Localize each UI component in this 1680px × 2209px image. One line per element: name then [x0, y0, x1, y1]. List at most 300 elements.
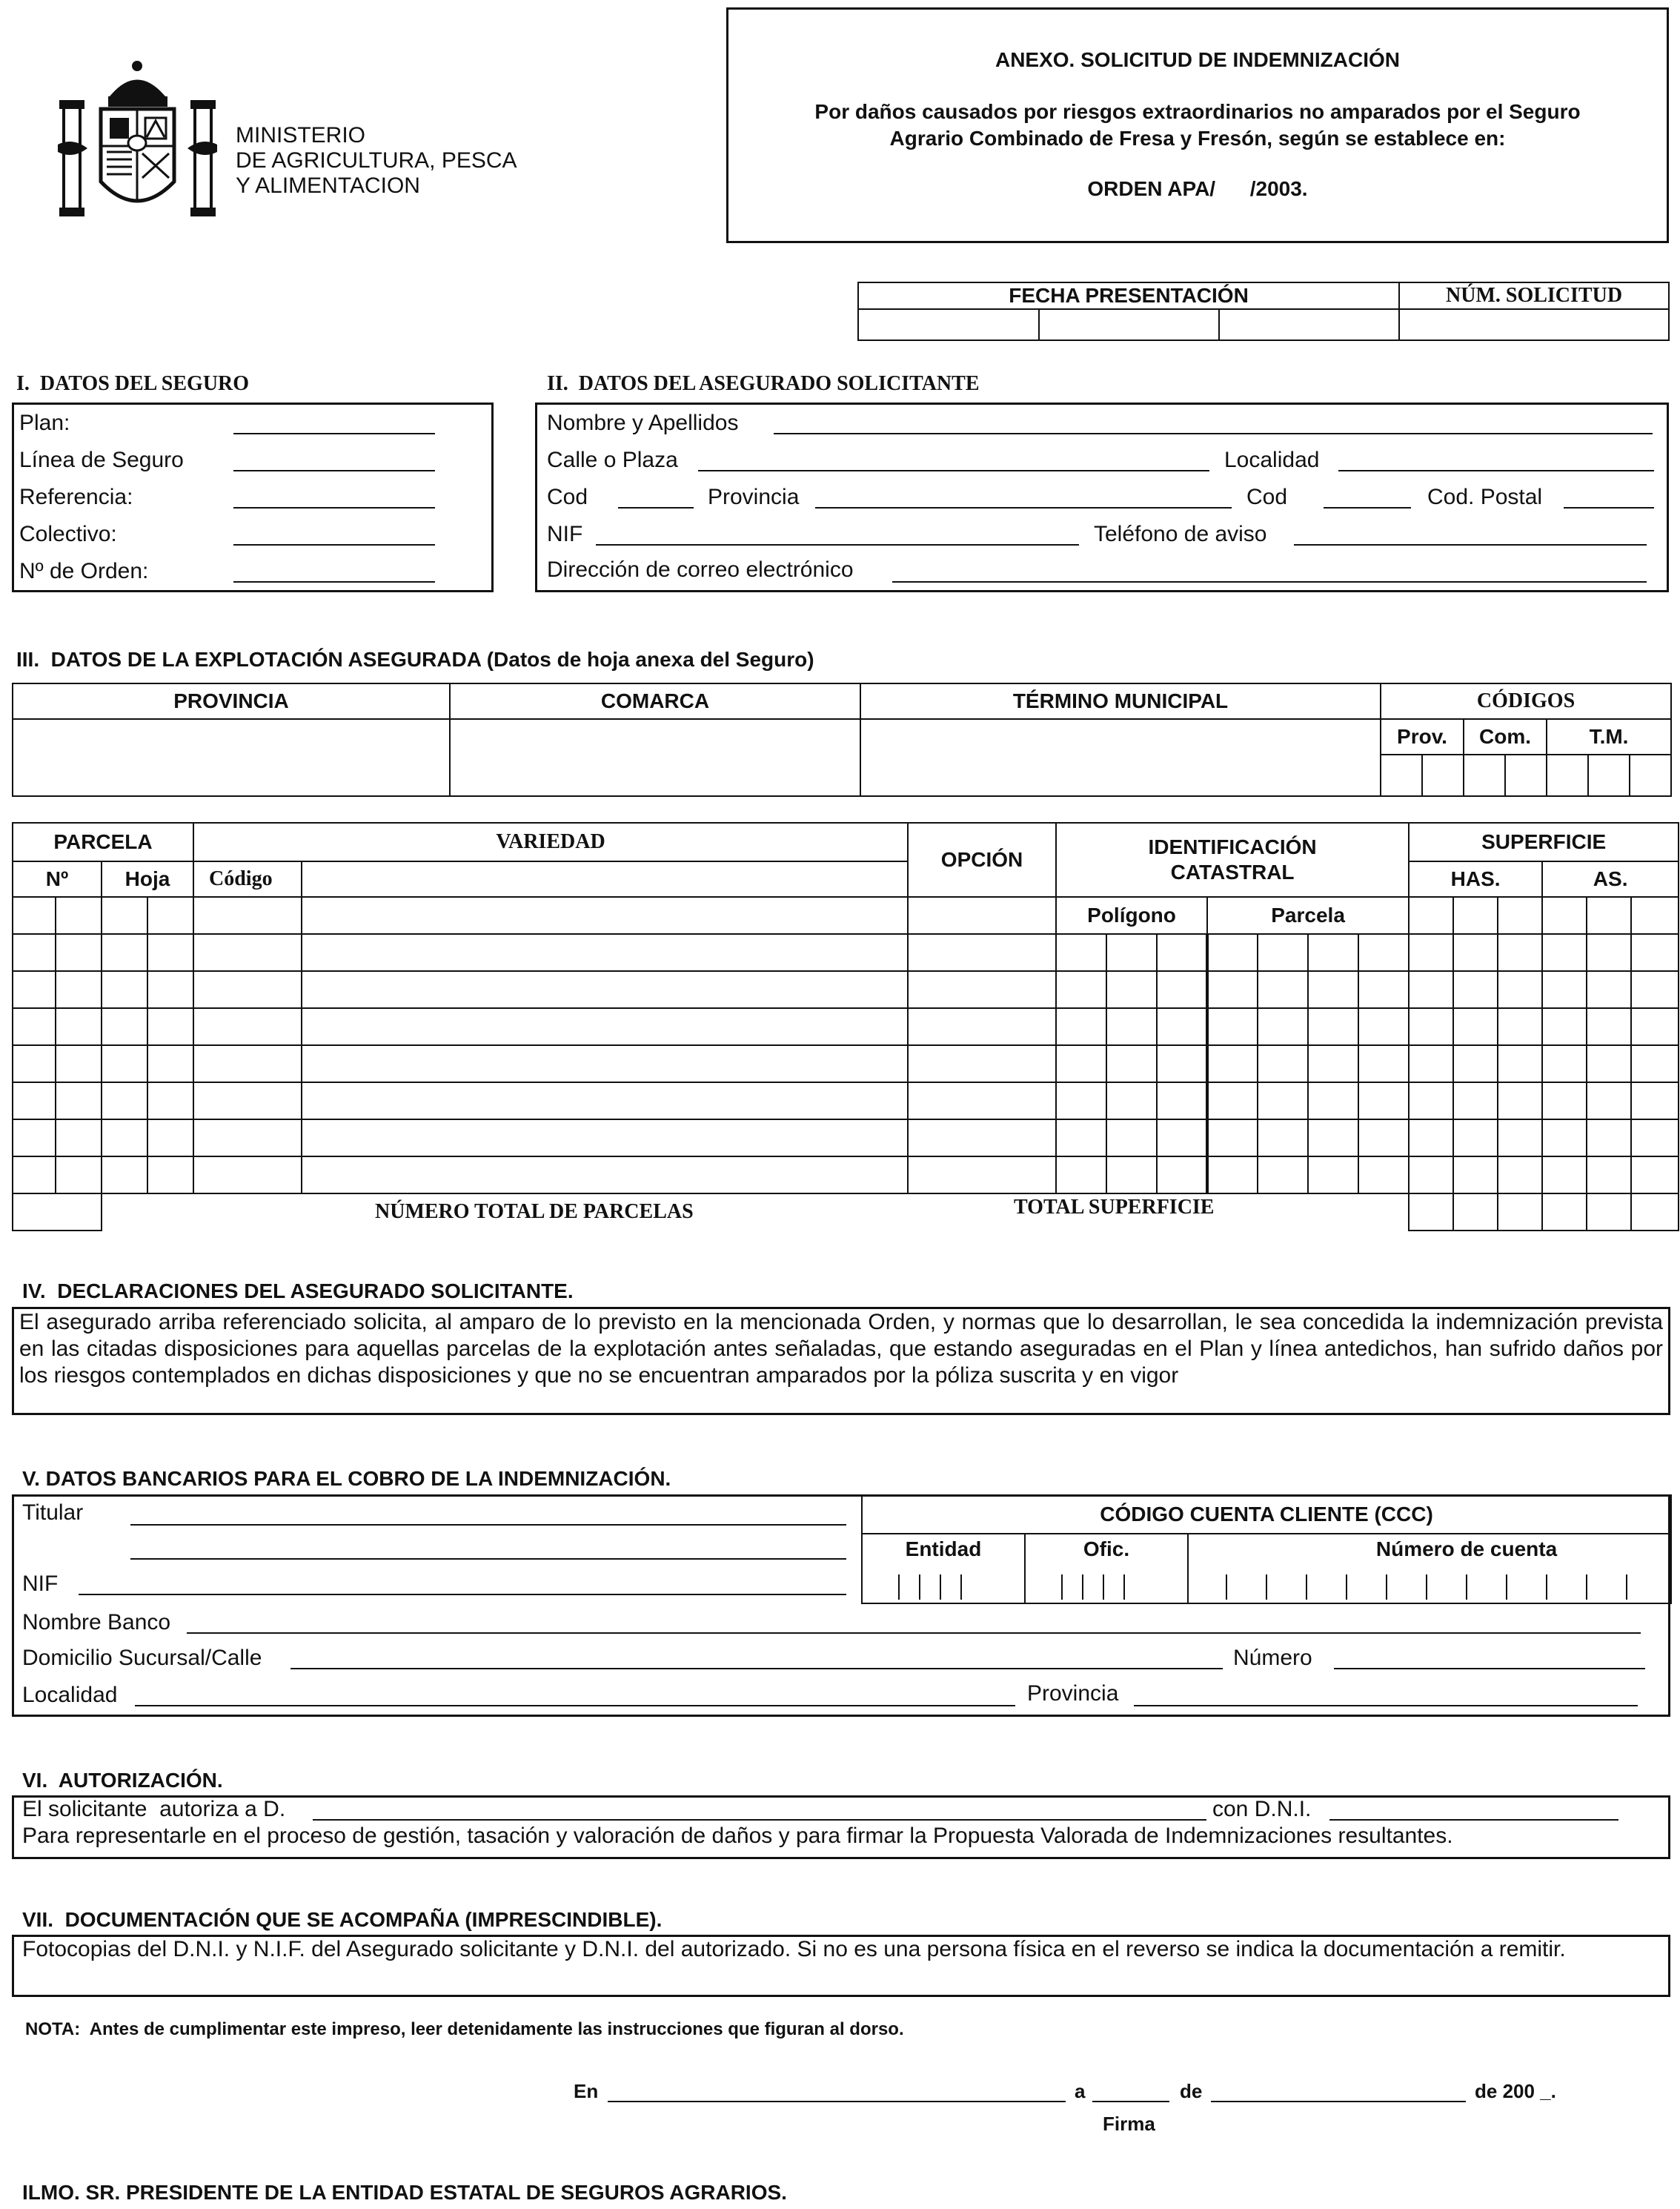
section-7-text: Fotocopias del D.N.I. y N.I.F. del Asegurado solicitante y D.N.I. del autorizado. Si no es una persona física en el reverso se indica la documentación a remitir.: [22, 1937, 1566, 1961]
hoja-header: Hoja: [102, 861, 193, 897]
parcel-cell[interactable]: [908, 1082, 1056, 1119]
num-solicitud-label: NÚM. SOLICITUD: [1399, 282, 1669, 309]
code-digit-cell[interactable]: [1588, 755, 1630, 796]
parcel-cell[interactable]: [102, 1119, 147, 1156]
parcel-cell[interactable]: [302, 1119, 908, 1156]
provincia-header: PROVINCIA: [13, 683, 450, 719]
parcel-cell[interactable]: [1308, 934, 1358, 971]
parcel-cell[interactable]: [1587, 1119, 1631, 1156]
linea-seguro-field[interactable]: [233, 470, 435, 471]
parcel-cell[interactable]: [1106, 971, 1157, 1008]
parcel-cell[interactable]: [102, 1156, 147, 1193]
code-digit-cell[interactable]: [1505, 755, 1547, 796]
parcel-cell[interactable]: [1542, 971, 1587, 1008]
parcel-cell[interactable]: [1157, 1008, 1207, 1045]
bank-provincia-field[interactable]: [1134, 1705, 1638, 1706]
parcel-cell[interactable]: [13, 1008, 56, 1045]
colectivo-field[interactable]: [233, 544, 435, 546]
ccc-digit-divider: [1226, 1574, 1227, 1600]
parcel-cell[interactable]: [1631, 934, 1679, 971]
linea-seguro-label: Línea de Seguro: [19, 448, 184, 472]
parcel-cell[interactable]: [193, 1045, 302, 1082]
parcel-cell[interactable]: [193, 1082, 302, 1119]
colectivo-label: Colectivo:: [19, 522, 117, 546]
parcel-cell[interactable]: [908, 934, 1056, 971]
parcel-cell[interactable]: [1498, 1045, 1542, 1082]
ccc-digit-divider: [1346, 1574, 1347, 1600]
parcel-cell[interactable]: [1453, 971, 1498, 1008]
parcel-cell[interactable]: [1258, 1082, 1308, 1119]
parcel-cell[interactable]: [908, 1008, 1056, 1045]
parcel-cell[interactable]: [1106, 1045, 1157, 1082]
parcel-cell[interactable]: [1498, 1119, 1542, 1156]
parcel-cell[interactable]: [1631, 1156, 1679, 1193]
total-superficie-label: TOTAL SUPERFICIE: [1014, 1196, 1215, 1219]
ccc-digit-divider: [1586, 1574, 1587, 1600]
parcel-cell[interactable]: [147, 1156, 193, 1193]
parcel-cell[interactable]: [1587, 1045, 1631, 1082]
provincia-label: Provincia: [708, 485, 800, 509]
parcel-cell[interactable]: [1631, 1082, 1679, 1119]
parcel-cell[interactable]: [1587, 1156, 1631, 1193]
titular-field-2[interactable]: [130, 1558, 846, 1560]
parcel-cell[interactable]: [1157, 1119, 1207, 1156]
ccc-digit-divider: [1123, 1574, 1125, 1600]
parcel-cell[interactable]: [1056, 971, 1106, 1008]
bank-numero-label: Número: [1233, 1646, 1312, 1670]
parcel-cell[interactable]: [908, 1156, 1056, 1193]
prov-code-header: Prov.: [1381, 719, 1464, 755]
domicilio-sucursal-field[interactable]: [290, 1668, 1223, 1669]
ccc-digit-divider: [1386, 1574, 1387, 1600]
parcel-cell[interactable]: [1207, 1045, 1258, 1082]
parcel-cell[interactable]: [1258, 971, 1308, 1008]
sign-month-field[interactable]: [1211, 2101, 1466, 2102]
cod-postal-label: Cod. Postal: [1427, 485, 1543, 509]
superficie-header: SUPERFICIE: [1409, 823, 1679, 861]
code-digit-cell[interactable]: [1381, 755, 1422, 796]
parcel-cell[interactable]: [1453, 934, 1498, 971]
parcel-cell[interactable]: [1308, 1119, 1358, 1156]
autoriza-label: El solicitante autoriza a D.: [22, 1797, 286, 1821]
variedad-header: VARIEDAD: [193, 823, 908, 861]
addressee-text: ILMO. SR. PRESIDENTE DE LA ENTIDAD ESTATAL DE SEGUROS AGRARIOS.: [22, 2181, 787, 2204]
code-digit-cell[interactable]: [1630, 755, 1671, 796]
numero-cuenta-label: Número de cuenta: [1375, 1537, 1558, 1560]
ministry-line-1: MINISTERIO: [236, 123, 366, 148]
sign-de-2-label: de 200 _.: [1475, 2080, 1556, 2102]
cod-2-field[interactable]: [1324, 507, 1411, 509]
referencia-field[interactable]: [233, 507, 435, 509]
opcion-header: OPCIÓN: [908, 823, 1056, 897]
parcel-cell[interactable]: [1258, 1119, 1308, 1156]
parcel-cell[interactable]: [1358, 1156, 1409, 1193]
variedad-name-header: [302, 861, 908, 897]
parcel-row: [13, 1045, 1679, 1082]
parcel-cell[interactable]: [1207, 1082, 1258, 1119]
parcel-cell[interactable]: [1358, 971, 1409, 1008]
parcel-cell[interactable]: [1409, 971, 1453, 1008]
parcel-cell[interactable]: [1106, 934, 1157, 971]
parcel-cell[interactable]: [56, 934, 102, 971]
parcel-cell[interactable]: [1308, 1156, 1358, 1193]
parcel-cell[interactable]: [56, 1156, 102, 1193]
parcel-row: [13, 971, 1679, 1008]
parcel-cell[interactable]: [13, 1082, 56, 1119]
section-4-title: IV. DECLARACIONES DEL ASEGURADO SOLICITANTE.: [22, 1279, 574, 1302]
parcela-catastral-header: Parcela: [1207, 897, 1409, 934]
parcel-cell[interactable]: [1409, 1045, 1453, 1082]
parcel-cell[interactable]: [56, 1045, 102, 1082]
parcel-cell[interactable]: [908, 1045, 1056, 1082]
parcel-cell[interactable]: [1409, 1119, 1453, 1156]
localidad-label: Localidad: [1224, 448, 1320, 472]
parcel-cell[interactable]: [1631, 1045, 1679, 1082]
cod-postal-field[interactable]: [1564, 507, 1654, 509]
parcel-cell[interactable]: [1207, 934, 1258, 971]
nif-label: NIF: [547, 522, 583, 546]
parcel-cell[interactable]: [1587, 1082, 1631, 1119]
ccc-digit-divider: [940, 1574, 941, 1600]
bank-localidad-field[interactable]: [135, 1705, 1015, 1706]
parcel-cell[interactable]: [13, 1119, 56, 1156]
autorizado-nombre-field[interactable]: [313, 1819, 1206, 1821]
parcel-cell[interactable]: [193, 934, 302, 971]
section-3-title: III. DATOS DE LA EXPLOTACIÓN ASEGURADA (Datos de hoja anexa del Seguro): [16, 648, 814, 671]
parcel-cell[interactable]: [1409, 1082, 1453, 1119]
termino-municipal-header: TÉRMINO MUNICIPAL: [860, 683, 1381, 719]
has-header: HAS.: [1409, 861, 1542, 897]
parcel-table: [12, 822, 1679, 1231]
parcel-cell[interactable]: [147, 971, 193, 1008]
parcel-cell[interactable]: [1106, 1008, 1157, 1045]
titular-label: Titular: [22, 1500, 84, 1525]
parcel-cell[interactable]: [147, 1045, 193, 1082]
section-4-text: El asegurado arriba referenciado solicita, al amparo de lo previsto en la mencionada Orden, y normas que lo desarrollan, le sea concedida la indemnización prevista en las citadas disposiciones para aquellas parcelas de la explotación antes señaladas, que estando aseguradas en el Plan y línea antedichos, han sufrido daños por los riesgos contemplados en dichas disposiciones y que no se encuentran amparados por la póliza suscrita y en vigor: [19, 1310, 1663, 1388]
parcel-cell[interactable]: [1542, 934, 1587, 971]
parcel-cell[interactable]: [1409, 1156, 1453, 1193]
code-digit-cell[interactable]: [1547, 755, 1588, 796]
email-label: Dirección de correo electrónico: [547, 557, 854, 582]
sign-en-label: En: [574, 2080, 599, 2102]
parcel-cell[interactable]: [147, 1008, 193, 1045]
nombre-banco-label: Nombre Banco: [22, 1610, 171, 1635]
parcel-cell[interactable]: [147, 1119, 193, 1156]
total-superficie-cell[interactable]: [1498, 1193, 1542, 1231]
parcel-cell[interactable]: [1207, 1156, 1258, 1193]
parcela-no-header: Nº: [13, 861, 102, 897]
parcel-cell[interactable]: [1358, 934, 1409, 971]
annex-title: ANEXO. SOLICITUD DE INDEMNIZACIÓN: [995, 48, 1400, 71]
firma-label: Firma: [1103, 2113, 1155, 2135]
bank-nif-field[interactable]: [79, 1594, 846, 1595]
parcel-cell[interactable]: [56, 1119, 102, 1156]
coat-of-arms-logo: [58, 56, 217, 222]
section-1-title: I. DATOS DEL SEGURO: [16, 372, 250, 395]
parcel-cell[interactable]: [102, 1045, 147, 1082]
parcel-cell[interactable]: [302, 934, 908, 971]
parcel-cell[interactable]: [1358, 1119, 1409, 1156]
parcel-cell[interactable]: [1542, 1008, 1587, 1045]
parcel-cell[interactable]: [13, 1045, 56, 1082]
parcel-cell[interactable]: [302, 1156, 908, 1193]
num-solicitud-cell[interactable]: [1399, 309, 1669, 340]
total-superficie-cell[interactable]: [1409, 1193, 1453, 1231]
parcel-cell[interactable]: [56, 1008, 102, 1045]
provincia-cell[interactable]: [13, 719, 450, 796]
parcel-cell[interactable]: [1498, 1082, 1542, 1119]
as-header: AS.: [1542, 861, 1679, 897]
sign-a-label: a: [1075, 2080, 1086, 2102]
cod-2-label: Cod: [1246, 485, 1288, 509]
parcel-cell[interactable]: [193, 1008, 302, 1045]
parcel-cell[interactable]: [1106, 1119, 1157, 1156]
sign-de-1-label: de: [1180, 2080, 1203, 2102]
parcel-cell[interactable]: [908, 971, 1056, 1008]
parcel-cell[interactable]: [1498, 1008, 1542, 1045]
referencia-label: Referencia:: [19, 485, 133, 509]
parcel-cell[interactable]: [1542, 1045, 1587, 1082]
parcel-cell[interactable]: [1056, 1082, 1106, 1119]
parcel-cell[interactable]: [1453, 1008, 1498, 1045]
parcel-cell[interactable]: [56, 971, 102, 1008]
parcel-cell[interactable]: [102, 1008, 147, 1045]
parcel-cell[interactable]: [1453, 1045, 1498, 1082]
parcel-cell[interactable]: [147, 1082, 193, 1119]
total-parcelas-label: NÚMERO TOTAL DE PARCELAS: [375, 1200, 694, 1223]
con-dni-label: con D.N.I.: [1212, 1797, 1312, 1821]
parcel-cell[interactable]: [1258, 1156, 1308, 1193]
tm-code-header: T.M.: [1547, 719, 1671, 755]
parcel-cell[interactable]: [302, 1082, 908, 1119]
ccc-digit-divider: [1626, 1574, 1627, 1600]
parcel-cell[interactable]: [1358, 1082, 1409, 1119]
bank-localidad-label: Localidad: [22, 1683, 118, 1707]
telefono-aviso-field[interactable]: [1294, 544, 1647, 546]
parcel-cell[interactable]: [908, 1119, 1056, 1156]
section-7-title: VII. DOCUMENTACIÓN QUE SE ACOMPAÑA (IMPRESCINDIBLE).: [22, 1908, 663, 1931]
parcela-header: PARCELA: [13, 823, 193, 861]
fecha-year-cell[interactable]: [1219, 309, 1399, 340]
codigo-header: Código: [193, 861, 302, 897]
nif-field[interactable]: [596, 544, 1079, 546]
total-superficie-cell[interactable]: [1631, 1193, 1679, 1231]
identificacion-label: IDENTIFICACIÓN: [1148, 835, 1317, 858]
numero-orden-label: Nº de Orden:: [19, 559, 149, 583]
parcel-cell[interactable]: [13, 971, 56, 1008]
annex-description-1: Por daños causados por riesgos extraordinarios no amparados por el Seguro: [814, 100, 1581, 123]
numero-cuenta-cell[interactable]: [1188, 1534, 1671, 1603]
section-5-title: V. DATOS BANCARIOS PARA EL COBRO DE LA INDEMNIZACIÓN.: [22, 1467, 671, 1490]
total-superficie-cell[interactable]: [1453, 1193, 1498, 1231]
totals-row: [102, 1193, 1409, 1231]
provincia-field[interactable]: [815, 507, 1232, 509]
parcel-cell[interactable]: [302, 1045, 908, 1082]
codigos-header: CÓDIGOS: [1381, 683, 1671, 719]
nombre-apellidos-field[interactable]: [774, 433, 1653, 434]
email-field[interactable]: [892, 581, 1647, 583]
ccc-header: CÓDIGO CUENTA CLIENTE (CCC): [862, 1495, 1671, 1534]
identificacion-catastral-header: [1056, 823, 1409, 897]
total-superficie-cell[interactable]: [1542, 1193, 1587, 1231]
fecha-month-cell[interactable]: [1039, 309, 1219, 340]
parcel-cell[interactable]: [13, 934, 56, 971]
parcel-cell[interactable]: [1358, 1045, 1409, 1082]
parcel-cell[interactable]: [1056, 1045, 1106, 1082]
ccc-digit-divider: [1466, 1574, 1467, 1600]
parcel-cell[interactable]: [1587, 1008, 1631, 1045]
ccc-digit-divider: [898, 1574, 900, 1600]
numero-orden-field[interactable]: [233, 581, 435, 583]
sign-place-field[interactable]: [608, 2101, 1066, 2102]
code-digit-cell[interactable]: [1464, 755, 1505, 796]
request-info-table: [857, 282, 1670, 341]
termino-municipal-cell[interactable]: [860, 719, 1381, 796]
nombre-banco-field[interactable]: [187, 1632, 1641, 1634]
parcel-cell[interactable]: [1056, 1008, 1106, 1045]
parcel-cell[interactable]: [56, 1082, 102, 1119]
cod-1-field[interactable]: [618, 507, 694, 509]
ccc-digit-divider: [1082, 1574, 1083, 1600]
parcel-cell[interactable]: [1631, 971, 1679, 1008]
parcel-cell[interactable]: [1258, 1045, 1308, 1082]
parcel-cell[interactable]: [1157, 971, 1207, 1008]
nota-text: NOTA: Antes de cumplimentar este impreso, leer detenidamente las instrucciones que figuran al dorso.: [25, 2019, 904, 2039]
ccc-digit-divider: [1506, 1574, 1507, 1600]
parcel-cell[interactable]: [193, 1156, 302, 1193]
comarca-header: COMARCA: [450, 683, 860, 719]
parcel-cell[interactable]: [1106, 1082, 1157, 1119]
parcel-cell[interactable]: [1498, 1156, 1542, 1193]
parcel-cell[interactable]: [193, 1119, 302, 1156]
parcel-cell[interactable]: [102, 934, 147, 971]
parcel-cell[interactable]: [1453, 1119, 1498, 1156]
bank-provincia-label: Provincia: [1027, 1681, 1119, 1706]
parcel-cell[interactable]: [1542, 1082, 1587, 1119]
sign-day-field[interactable]: [1092, 2101, 1169, 2102]
ccc-digit-divider: [1546, 1574, 1547, 1600]
plan-label: Plan:: [19, 411, 70, 435]
section-2-title: II. DATOS DEL ASEGURADO SOLICITANTE: [547, 372, 980, 395]
parcel-cell[interactable]: [1498, 934, 1542, 971]
fecha-day-cell[interactable]: [858, 309, 1039, 340]
code-digit-cell[interactable]: [1422, 755, 1464, 796]
total-superficie-cell[interactable]: [1587, 1193, 1631, 1231]
parcel-cell[interactable]: [302, 971, 908, 1008]
domicilio-sucursal-label: Domicilio Sucursal/Calle: [22, 1646, 262, 1670]
oficina-cell[interactable]: [1025, 1534, 1188, 1603]
parcel-cell[interactable]: [102, 971, 147, 1008]
nombre-apellidos-label: Nombre y Apellidos: [547, 411, 739, 435]
ccc-digit-divider: [919, 1574, 920, 1600]
parcel-cell[interactable]: [1157, 1156, 1207, 1193]
parcel-cell[interactable]: [1631, 1119, 1679, 1156]
parcel-cell[interactable]: [102, 1082, 147, 1119]
ccc-digit-divider: [1266, 1574, 1267, 1600]
parcel-cell[interactable]: [302, 1008, 908, 1045]
explotacion-table: [12, 683, 1672, 797]
entidad-cell[interactable]: [862, 1534, 1025, 1603]
parcel-cell[interactable]: [1056, 934, 1106, 971]
ccc-digit-divider: [1426, 1574, 1427, 1600]
parcel-cell[interactable]: [1056, 1156, 1106, 1193]
annex-description-2: Agrario Combinado de Fresa y Fresón, según se establece en:: [889, 127, 1506, 150]
parcel-cell[interactable]: [1207, 1119, 1258, 1156]
parcel-row: [13, 934, 1679, 971]
parcel-cell[interactable]: [1157, 1082, 1207, 1119]
localidad-field[interactable]: [1338, 470, 1654, 471]
ministry-line-3: Y ALIMENTACION: [236, 173, 420, 198]
catastral-label: CATASTRAL: [1170, 861, 1295, 884]
ccc-digit-divider: [1103, 1574, 1104, 1600]
parcel-row: [13, 1156, 1679, 1193]
oficina-label: Ofic.: [1083, 1537, 1130, 1560]
parcel-cell[interactable]: [1498, 971, 1542, 1008]
parcel-cell[interactable]: [1453, 1156, 1498, 1193]
parcel-row: [13, 1119, 1679, 1156]
parcel-cell[interactable]: [1308, 1082, 1358, 1119]
parcel-cell[interactable]: [147, 934, 193, 971]
parcel-row-no-cell[interactable]: [13, 1193, 102, 1231]
poligono-header: Polígono: [1056, 897, 1207, 934]
parcel-cell[interactable]: [1587, 971, 1631, 1008]
comarca-cell[interactable]: [450, 719, 860, 796]
parcel-cell[interactable]: [1308, 1008, 1358, 1045]
parcel-cell[interactable]: [1358, 1008, 1409, 1045]
bank-nif-label: NIF: [22, 1572, 59, 1596]
parcel-cell[interactable]: [1542, 1119, 1587, 1156]
parcel-cell[interactable]: [13, 1156, 56, 1193]
parcel-cell[interactable]: [1409, 1008, 1453, 1045]
parcel-cell[interactable]: [1207, 971, 1258, 1008]
parcel-row: [13, 1082, 1679, 1119]
calle-plaza-field[interactable]: [698, 470, 1209, 471]
parcel-cell[interactable]: [1157, 934, 1207, 971]
parcel-cell[interactable]: [1106, 1156, 1157, 1193]
parcel-cell[interactable]: [1308, 1045, 1358, 1082]
parcel-cell[interactable]: [1258, 1008, 1308, 1045]
entidad-label: Entidad: [905, 1537, 982, 1560]
autorizacion-text: Para representarle en el proceso de gestión, tasación y valoración de daños y para firmar la Propuesta Valorada de Indemnizaciones resultantes.: [22, 1824, 1453, 1848]
parcel-cell[interactable]: [1207, 1008, 1258, 1045]
fecha-presentacion-label: FECHA PRESENTACIÓN: [858, 282, 1399, 309]
order-reference: ORDEN APA/ /2003.: [1087, 177, 1308, 200]
ccc-digit-divider: [1306, 1574, 1307, 1600]
annex-title-box: [726, 7, 1669, 243]
parcel-cell[interactable]: [1409, 934, 1453, 971]
parcel-cell[interactable]: [193, 971, 302, 1008]
ccc-digit-divider: [1061, 1574, 1063, 1600]
parcel-cell[interactable]: [1587, 934, 1631, 971]
telefono-aviso-label: Teléfono de aviso: [1094, 522, 1267, 546]
parcel-row: [13, 1008, 1679, 1045]
bank-numero-field[interactable]: [1334, 1668, 1645, 1669]
calle-plaza-label: Calle o Plaza: [547, 448, 678, 472]
cod-1-label: Cod: [547, 485, 588, 509]
ccc-digit-divider: [960, 1574, 962, 1600]
parcel-cell[interactable]: [1542, 1156, 1587, 1193]
section-6-title: VI. AUTORIZACIÓN.: [22, 1769, 223, 1792]
parcel-cell[interactable]: [1453, 1082, 1498, 1119]
parcel-cell[interactable]: [1631, 1008, 1679, 1045]
parcel-cell[interactable]: [1258, 934, 1308, 971]
parcel-cell[interactable]: [1157, 1045, 1207, 1082]
parcel-cell[interactable]: [1056, 1119, 1106, 1156]
titular-field-1[interactable]: [130, 1524, 846, 1526]
parcel-cell[interactable]: [1308, 971, 1358, 1008]
autorizado-dni-field[interactable]: [1329, 1819, 1618, 1821]
plan-field[interactable]: [233, 433, 435, 434]
